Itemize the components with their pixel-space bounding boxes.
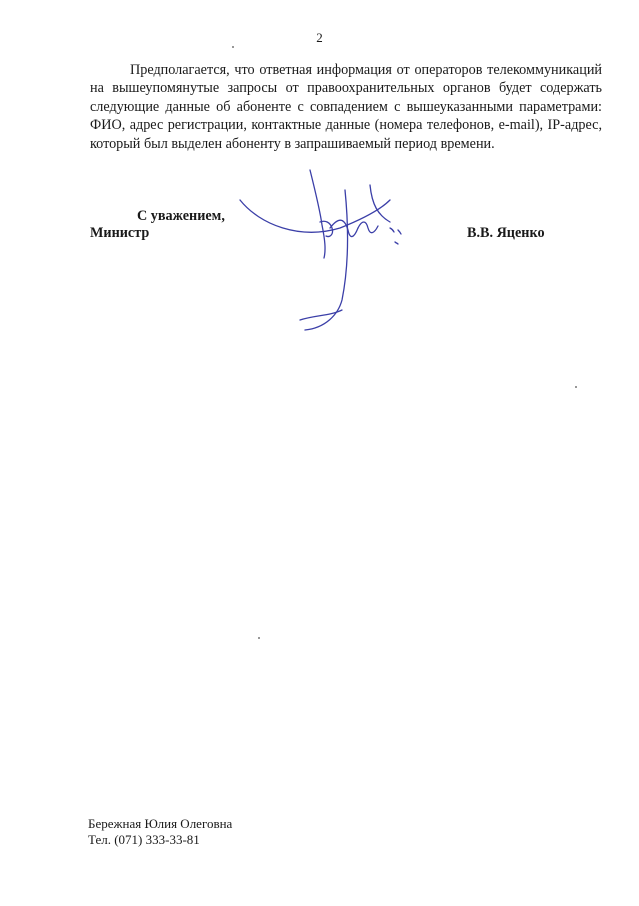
scan-speck xyxy=(232,46,234,48)
signer-name: В.В. Яценко xyxy=(467,225,545,241)
scan-speck xyxy=(575,386,577,388)
handwritten-signature xyxy=(230,150,420,340)
executor-phone: Тел. (071) 333-33-81 xyxy=(88,832,200,847)
scan-speck xyxy=(258,637,260,639)
signer-position: Министр xyxy=(90,225,150,241)
closing-phrase: С уважением, xyxy=(137,208,225,224)
executor-name: Бережная Юлия Олеговна xyxy=(88,816,233,831)
page-number: 2 xyxy=(316,30,323,45)
body-paragraph: Предполагается, что ответная информация от операторов телекоммуникаций на вышеупомянутые запросы от правоохранительных органов будет содержать следующие данные об абоненте с совпадением с вышеуказанными параметрами: ФИО, адрес регистрации, контактные данные (номера телефонов, e-mail), IP-адрес, который был выделен абоненту в запрашиваемый период времени. xyxy=(90,62,602,152)
